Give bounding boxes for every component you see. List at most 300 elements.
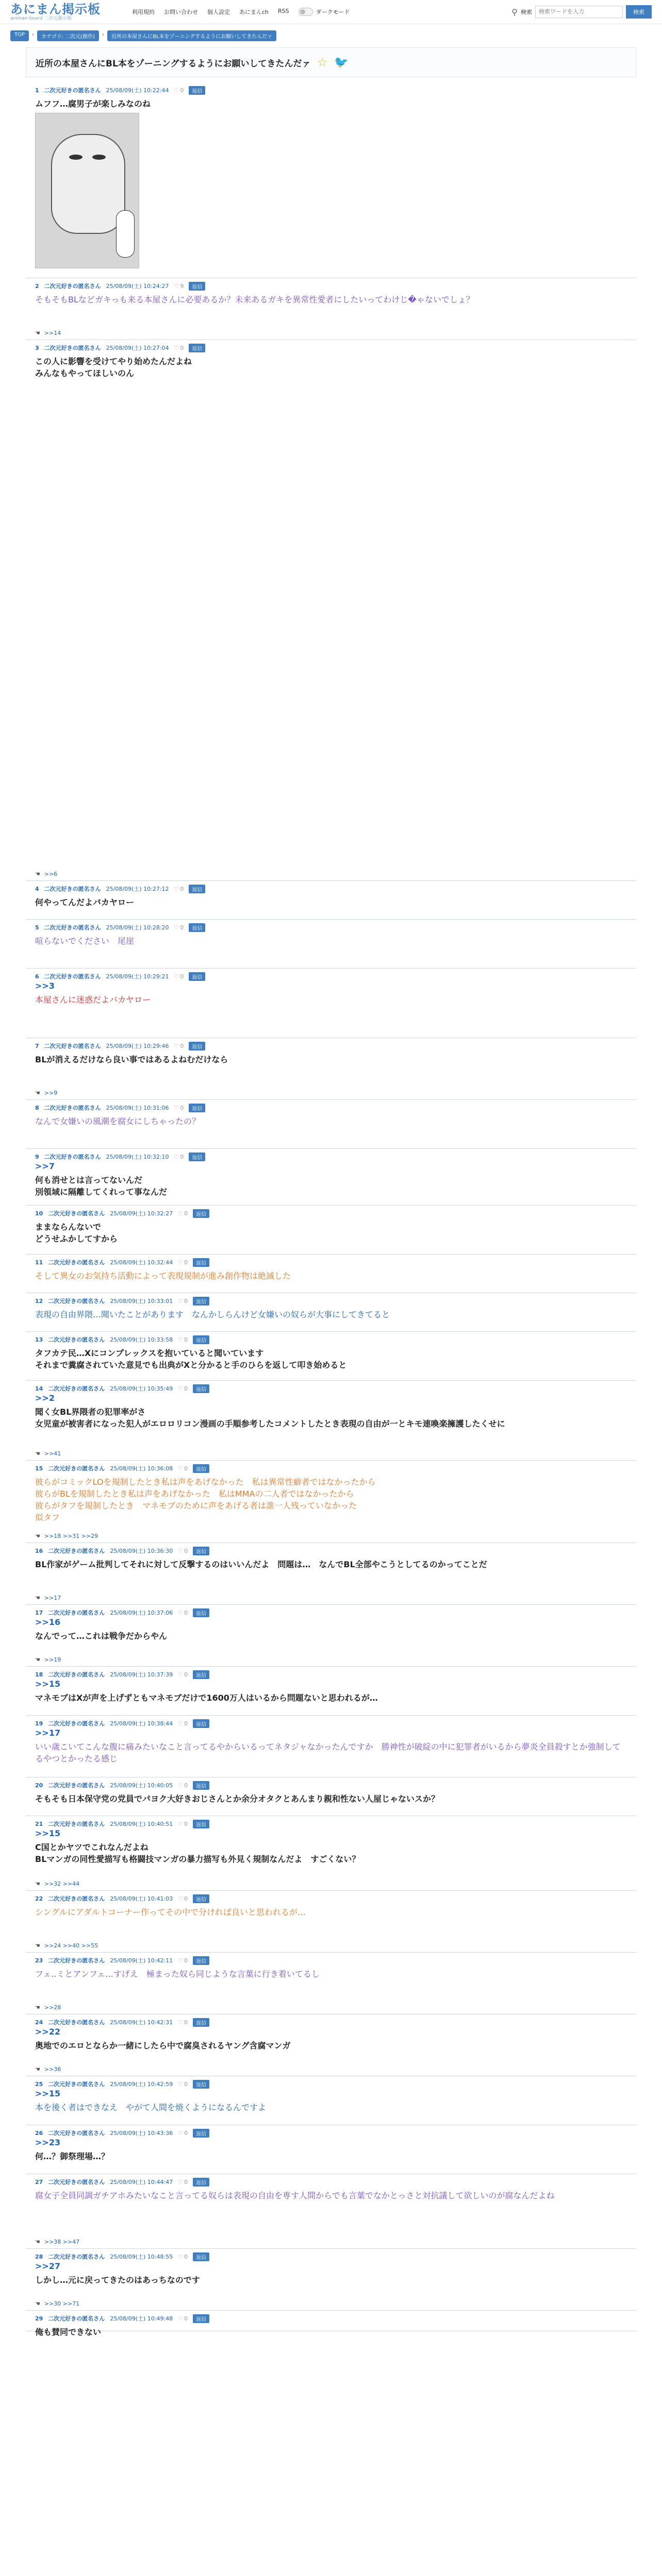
reply-links[interactable]: >>6 [44, 871, 58, 877]
reply-links[interactable]: >>30 >>71 [44, 2300, 80, 2307]
reply-anchor[interactable]: >>2 [35, 1393, 55, 1403]
like-count: 0 [180, 1104, 184, 1111]
like-button[interactable] [178, 1259, 188, 1266]
reply-anchor[interactable]: >>17 [35, 1728, 61, 1738]
post-date: 25/08/09(土) 10:37:06 [110, 1609, 173, 1616]
post-number[interactable]: 7 [35, 1042, 39, 1049]
post-date: 25/08/09(土) 10:44:47 [110, 2179, 173, 2185]
heart-icon: ♡ [174, 924, 179, 931]
like-button[interactable] [178, 2081, 188, 2088]
heart-icon: ♡ [178, 1782, 184, 1789]
reply-button[interactable]: 返信 [193, 1719, 209, 1728]
reply-links[interactable]: >>36 [44, 2066, 61, 2073]
post [26, 1953, 636, 2014]
like-button[interactable] [178, 1895, 188, 1902]
post-date: 25/08/09(土) 10:24:27 [106, 283, 169, 290]
post [26, 1293, 636, 1332]
post-replies [35, 871, 57, 877]
post-header [35, 923, 627, 932]
search-icon: ⚲ [511, 7, 518, 17]
reply-anchor[interactable]: >>23 [35, 2138, 61, 2147]
post-number[interactable]: 4 [35, 885, 39, 892]
post-number[interactable]: 19 [35, 1720, 43, 1727]
darkmode-control [299, 8, 350, 16]
heart-icon: ♡ [178, 1259, 184, 1266]
post-author: 二次元好きの匿名さん [48, 1957, 105, 1964]
search-scope[interactable]: 検索 [521, 9, 532, 15]
breadcrumb-thread[interactable]: 近所の本屋さんにBL本をゾーニングするようにお願いしてきたんだァ [107, 30, 276, 41]
reply-pointer-icon: ☚ [35, 1656, 40, 1663]
page-title: 近所の本屋さんにBL本をゾーニングするようにお願いしてきたんだァ [36, 58, 311, 69]
like-button[interactable] [174, 345, 184, 351]
like-button[interactable] [174, 886, 184, 892]
like-count: 0 [180, 924, 184, 931]
post-header [35, 1258, 627, 1267]
post-author: 二次元好きの匿名さん [44, 345, 101, 351]
like-button[interactable] [178, 2179, 188, 2185]
reply-anchor[interactable]: >>16 [35, 1617, 61, 1627]
reply-links[interactable]: >>41 [44, 1450, 61, 1457]
post-header [35, 2079, 627, 2089]
reply-pointer-icon: ☚ [35, 1090, 40, 1096]
like-button[interactable] [174, 1154, 184, 1160]
reply-links[interactable]: >>32 >>44 [44, 1880, 80, 1887]
reply-button[interactable]: 返信 [189, 923, 205, 932]
post-body: 表現の自由界隈…聞いたことがあります なんかしらんけど女嫌いの奴らが大事にしてきてると [35, 1310, 390, 1319]
post-body: 俺も賛同できない [35, 2327, 102, 2337]
heart-icon: ♡ [178, 1210, 184, 1217]
post-number[interactable]: 22 [35, 1895, 43, 1902]
like-count: 0 [184, 1385, 188, 1392]
post-body: ムフフ…腐男子が楽しみなのね [35, 99, 151, 109]
like-count: 0 [184, 1609, 188, 1616]
heart-icon: ♡ [174, 1153, 179, 1160]
post-number[interactable]: 13 [35, 1336, 43, 1343]
post-body: BL作家がゲーム批判してそれに対して反撃するのはいいんだよ 問題は… なんでBL全部やこうとしてるのかってことだ [35, 1560, 487, 1569]
post-header [35, 2128, 627, 2138]
like-button[interactable] [178, 1782, 188, 1789]
reply-button[interactable]: 返信 [193, 1384, 209, 1393]
heart-icon: ♡ [178, 1336, 184, 1343]
site-header [0, 0, 662, 24]
like-button[interactable] [174, 283, 184, 290]
like-button[interactable] [178, 1720, 188, 1727]
post-replies [35, 2066, 61, 2073]
like-button[interactable] [178, 1465, 188, 1472]
heart-icon: ♡ [178, 1720, 184, 1727]
favorite-star-icon[interactable]: ☆ [317, 55, 328, 70]
post-header [35, 2018, 627, 2027]
post-number[interactable]: 10 [35, 1210, 43, 1217]
reply-button[interactable]: 返信 [193, 1894, 209, 1903]
breadcrumb-top[interactable]: TOP [10, 30, 29, 41]
post-number[interactable]: 23 [35, 1957, 43, 1964]
post [26, 1100, 636, 1149]
nav-rss[interactable]: RSS [278, 8, 289, 14]
heart-icon: ♡ [174, 1042, 179, 1049]
reply-pointer-icon: ☚ [35, 1595, 40, 1601]
reply-anchor[interactable]: >>27 [35, 2261, 61, 2271]
post-author: 二次元好きの匿名さん [48, 1465, 105, 1472]
post-body: そして異女のお気持ち活動によって表現規制が進み創作物は絶滅した [35, 1271, 291, 1281]
post-date: 25/08/09(土) 10:42:31 [110, 2019, 173, 2026]
search-bar [511, 5, 652, 19]
reply-button[interactable]: 返信 [193, 2252, 209, 2261]
reply-button[interactable]: 返信 [193, 1547, 209, 1555]
like-button[interactable] [178, 1821, 188, 1827]
like-count: 0 [184, 1782, 188, 1789]
heart-icon: ♡ [174, 87, 179, 94]
post-number[interactable]: 21 [35, 1820, 43, 1827]
reply-button[interactable]: 返信 [189, 1042, 205, 1050]
reply-links[interactable]: >>24 >>40 >>55 [44, 1942, 98, 1949]
heart-icon: ♡ [178, 2315, 184, 2322]
search-button[interactable]: 検索 [626, 5, 652, 19]
post-replies [35, 1595, 61, 1601]
post-author: 二次元好きの匿名さん [48, 2081, 105, 2088]
post-number[interactable]: 2 [35, 282, 39, 290]
post-date: 25/08/09(土) 10:42:59 [110, 2081, 173, 2088]
like-button[interactable] [178, 2315, 188, 2322]
reply-links[interactable]: >>17 [44, 1595, 61, 1601]
post [26, 1206, 636, 1255]
reply-button[interactable]: 返信 [189, 282, 205, 291]
like-button[interactable] [174, 1043, 184, 1049]
post-body: 何…？御祭理場…？ [35, 2151, 110, 2161]
heart-icon: ♡ [178, 2080, 184, 2088]
reply-links[interactable]: >>14 [44, 330, 61, 336]
reply-pointer-icon: ☚ [35, 2300, 40, 2307]
post-number[interactable]: 12 [35, 1297, 43, 1304]
reply-button[interactable]: 返信 [193, 1335, 209, 1344]
post-number[interactable]: 9 [35, 1153, 39, 1160]
nav-contact[interactable]: お問い合わせ [164, 9, 198, 15]
reply-button[interactable]: 返信 [189, 1153, 205, 1161]
reply-button[interactable]: 返信 [193, 2018, 209, 2027]
post [26, 1605, 636, 1667]
post-author: 二次元好きの匿名さん [48, 1609, 105, 1616]
like-button[interactable] [174, 924, 184, 931]
post [26, 1816, 636, 1891]
reply-button[interactable]: 返信 [193, 1297, 209, 1306]
post-replies [35, 1533, 98, 1539]
post [26, 2014, 636, 2076]
like-button[interactable] [178, 1609, 188, 1616]
like-button[interactable] [178, 1548, 188, 1554]
post-author: 二次元好きの匿名さん [44, 886, 101, 892]
heart-icon: ♡ [174, 885, 179, 892]
like-button[interactable] [174, 87, 184, 94]
post [26, 881, 636, 920]
post-author: 二次元好きの匿名さん [48, 1548, 105, 1554]
heart-icon: ♡ [174, 282, 179, 290]
like-count: 0 [184, 2178, 188, 2185]
reply-links[interactable]: >>38 >>47 [44, 2239, 80, 2245]
reply-links[interactable]: >>19 [44, 1656, 61, 1663]
post-date: 25/08/09(土) 10:29:46 [106, 1043, 169, 1049]
post-number[interactable]: 15 [35, 1465, 43, 1472]
post-header [35, 1546, 627, 1555]
like-count: 9 [180, 282, 184, 290]
post-author: 二次元好きの匿名さん [48, 1385, 105, 1392]
like-button[interactable] [174, 973, 184, 980]
reply-button[interactable]: 返信 [189, 1104, 205, 1112]
post-author: 二次元好きの匿名さん [44, 1154, 101, 1160]
like-count: 0 [184, 2080, 188, 2088]
post-body: フェ..ミとアンフェ…すげえ 極まった奴ら同じような言葉に行き着いてるし [35, 1969, 320, 1979]
reply-button[interactable]: 返信 [193, 2314, 209, 2323]
post-date: 25/08/09(土) 10:36:08 [110, 1465, 173, 1472]
post-header [35, 1152, 627, 1161]
post-author: 二次元好きの匿名さん [48, 1821, 105, 1827]
reply-anchor[interactable]: >>3 [35, 981, 55, 991]
heart-icon: ♡ [178, 1465, 184, 1472]
post-date: 25/08/09(土) 10:40:05 [110, 1782, 173, 1789]
post-header [35, 1781, 627, 1790]
post-date: 25/08/09(土) 10:42:11 [110, 1957, 173, 1964]
like-button[interactable] [178, 2019, 188, 2026]
post-date: 25/08/09(土) 10:48:55 [110, 2253, 173, 2260]
post-number[interactable]: 6 [35, 973, 39, 980]
nav-animanch[interactable]: あにまんch [239, 9, 269, 15]
post [26, 1716, 636, 1777]
reply-anchor[interactable]: >>15 [35, 1828, 61, 1838]
like-count: 0 [184, 1297, 188, 1304]
post-date: 25/08/09(土) 10:31:06 [106, 1105, 169, 1111]
post-body: しかし…元に戻ってきたのはあっちなのです [35, 2275, 200, 2285]
post-body: マネモブはXが声を上げずともマネモブだけで1600万人はいるから問題ないと思われるが… [35, 1693, 378, 1703]
post-body: BLが消えるだけなら良い事ではあるよねむだけなら [35, 1055, 228, 1064]
post-author: 二次元好きの匿名さん [48, 2179, 105, 2185]
like-count: 0 [180, 885, 184, 892]
heart-icon: ♡ [178, 2178, 184, 2185]
logo-title[interactable]: あにまん掲示板 [10, 2, 101, 16]
post-header [35, 1296, 627, 1306]
post-author: 二次元好きの匿名さん [48, 1895, 105, 1902]
post [26, 82, 636, 278]
reply-anchor[interactable]: >>22 [35, 2027, 61, 2037]
site-logo[interactable] [10, 3, 119, 22]
post-date: 25/08/09(土) 10:32:27 [110, 1210, 173, 1217]
post-number[interactable]: 1 [35, 87, 39, 94]
reply-links[interactable]: >>18 >>31 >>29 [44, 1533, 98, 1539]
search-input[interactable] [535, 6, 623, 18]
post-body: この人に影響を受けてやり始めたんだよね みんなもやってほしいのん [35, 357, 192, 378]
post-replies [35, 2004, 61, 2011]
reply-button[interactable]: 返信 [193, 1464, 209, 1473]
reply-pointer-icon: ☚ [35, 330, 40, 336]
manga-eye [69, 155, 82, 160]
nav-settings[interactable]: 個人設定 [207, 9, 230, 15]
post [26, 2076, 636, 2125]
like-button[interactable] [178, 1385, 188, 1392]
post [26, 1461, 636, 1543]
post-author: 二次元好きの匿名さん [48, 2253, 105, 2260]
reply-anchor[interactable]: >>7 [35, 1161, 55, 1171]
post-date: 25/08/09(土) 10:22:44 [106, 87, 169, 94]
like-count: 0 [184, 2253, 188, 2260]
post-header [35, 1384, 627, 1393]
reply-button[interactable]: 返信 [193, 1209, 209, 1218]
post-header [35, 1670, 627, 1679]
post-header [35, 1209, 627, 1218]
post-replies [35, 1880, 79, 1887]
post-header [35, 972, 627, 981]
like-button[interactable] [178, 1336, 188, 1343]
reply-anchor[interactable]: >>15 [35, 2089, 61, 2098]
reply-button[interactable]: 返信 [193, 1956, 209, 1965]
post-header [35, 281, 627, 291]
like-count: 0 [184, 1957, 188, 1964]
post-number[interactable]: 25 [35, 2080, 43, 2088]
like-count: 0 [184, 2019, 188, 2026]
post-number[interactable]: 27 [35, 2178, 43, 2185]
post [26, 278, 636, 340]
post-replies [35, 330, 61, 336]
post-number[interactable]: 14 [35, 1385, 43, 1392]
darkmode-toggle[interactable] [299, 8, 313, 16]
heart-icon: ♡ [178, 1609, 184, 1616]
heart-icon: ♡ [178, 1820, 184, 1827]
post-body: 腐女子全員同調ガチアホみたいなこと言ってる奴らは表現の自由を専す人間からでも言葉でなかとっさと対抗議して欲しいのが腐なんだよね [35, 2191, 555, 2200]
like-button[interactable] [178, 2253, 188, 2260]
post [26, 1332, 636, 1381]
reply-button[interactable]: 返信 [193, 1608, 209, 1617]
reply-pointer-icon: ☚ [35, 871, 40, 877]
post-author: 二次元好きの匿名さん [44, 87, 101, 94]
post-body: 何も消せとは言ってないんだ 別領域に隔離してくれって事なんだ [35, 1175, 168, 1197]
post-header [35, 1894, 627, 1903]
heart-icon: ♡ [174, 344, 179, 351]
like-button[interactable] [178, 1210, 188, 1217]
post-author: 二次元好きの匿名さん [48, 1259, 105, 1266]
reply-button[interactable]: 返信 [189, 86, 205, 95]
post-replies [35, 1450, 61, 1457]
post-author: 二次元好きの匿名さん [48, 1671, 105, 1678]
reply-button[interactable]: 返信 [193, 2178, 209, 2187]
post-number[interactable]: 20 [35, 1782, 43, 1789]
post [26, 1149, 636, 1206]
post-number[interactable]: 11 [35, 1259, 43, 1266]
heart-icon: ♡ [178, 1385, 184, 1392]
like-button[interactable] [174, 1105, 184, 1111]
like-count: 0 [180, 1153, 184, 1160]
reply-pointer-icon: ☚ [35, 2239, 40, 2245]
post-number[interactable]: 17 [35, 1609, 43, 1616]
reply-button[interactable]: 返信 [193, 1781, 209, 1790]
reply-links[interactable]: >>28 [44, 2004, 61, 2011]
post-image[interactable] [35, 113, 139, 268]
post [26, 2249, 636, 2311]
reply-pointer-icon: ☚ [35, 1942, 40, 1949]
reply-button[interactable]: 返信 [193, 2080, 209, 2089]
like-count: 0 [180, 344, 184, 351]
reply-button[interactable]: 返信 [189, 344, 205, 352]
post [26, 2125, 636, 2174]
post [26, 1381, 636, 1461]
like-button[interactable] [178, 1671, 188, 1678]
post-date: 25/08/09(土) 10:49:48 [110, 2315, 173, 2322]
heart-icon: ♡ [178, 1547, 184, 1554]
reply-button[interactable]: 返信 [189, 972, 205, 981]
post-body: 喧らないでください 尾崖 [35, 936, 135, 946]
like-count: 0 [180, 87, 184, 94]
post [26, 1891, 636, 1953]
post-header [35, 1103, 627, 1112]
post-header [35, 1819, 627, 1828]
reply-button[interactable]: 返信 [189, 885, 205, 893]
like-count: 0 [184, 1465, 188, 1472]
like-button[interactable] [178, 1957, 188, 1964]
post-header [35, 2252, 627, 2261]
breadcrumb-category[interactable]: カテゴリ: 二次元(創作) [37, 30, 99, 41]
manga-face [51, 134, 125, 234]
post-number[interactable]: 26 [35, 2129, 43, 2137]
post-date: 25/08/09(土) 10:28:20 [106, 924, 169, 931]
post-number[interactable]: 29 [35, 2315, 43, 2322]
post-author: 二次元好きの匿名さん [48, 1210, 105, 1217]
reply-button[interactable]: 返信 [193, 2129, 209, 2138]
reply-button[interactable]: 返信 [193, 1820, 209, 1828]
post-number[interactable]: 5 [35, 924, 39, 931]
post-replies [35, 2300, 79, 2307]
post-date: 25/08/09(土) 10:27:12 [106, 886, 169, 892]
post-author: 二次元好きの匿名さん [48, 2130, 105, 2137]
post [26, 2174, 636, 2249]
post-date: 25/08/09(土) 10:32:44 [110, 1259, 173, 1266]
reply-pointer-icon: ☚ [35, 1450, 40, 1457]
reply-button[interactable]: 返信 [193, 1258, 209, 1267]
post-replies [35, 2239, 79, 2245]
reply-anchor[interactable]: >>15 [35, 1679, 61, 1689]
nav-terms[interactable]: 利用規約 [132, 9, 155, 15]
post-date: 25/08/09(土) 10:35:49 [110, 1385, 173, 1392]
speech-bubble [116, 210, 135, 258]
post-date: 25/08/09(土) 10:27:04 [106, 345, 169, 351]
post [26, 1038, 636, 1100]
twitter-share-icon[interactable]: 🐦 [334, 56, 349, 69]
like-count: 0 [184, 1336, 188, 1343]
post-number[interactable]: 16 [35, 1547, 43, 1554]
reply-links[interactable]: >>9 [44, 1090, 58, 1096]
post-number[interactable]: 28 [35, 2253, 43, 2260]
like-count: 0 [184, 1671, 188, 1678]
like-count: 0 [184, 1210, 188, 1217]
post-number[interactable]: 18 [35, 1671, 43, 1678]
post-number[interactable]: 8 [35, 1104, 39, 1111]
post-header [35, 1335, 627, 1344]
heart-icon: ♡ [174, 1104, 179, 1111]
post-number[interactable]: 3 [35, 344, 39, 351]
like-count: 0 [180, 973, 184, 980]
post-body: ままならんないで どうせふかしてすから [35, 1222, 118, 1244]
like-button[interactable] [178, 1298, 188, 1304]
heart-icon: ♡ [178, 1957, 184, 1964]
post-date: 25/08/09(土) 10:38:44 [110, 1720, 173, 1727]
like-button[interactable] [178, 2130, 188, 2137]
post [26, 920, 636, 969]
post [26, 969, 636, 1038]
logo-subtitle: animan board 二次元掲示板 [10, 15, 72, 21]
post [26, 1777, 636, 1816]
reply-button[interactable]: 返信 [193, 1670, 209, 1679]
post-date: 25/08/09(土) 10:33:01 [110, 1298, 173, 1304]
like-count: 0 [180, 1042, 184, 1049]
reply-pointer-icon: ☚ [35, 2004, 40, 2011]
breadcrumb [0, 24, 662, 47]
like-count: 0 [184, 2129, 188, 2137]
post-number[interactable]: 24 [35, 2019, 43, 2026]
